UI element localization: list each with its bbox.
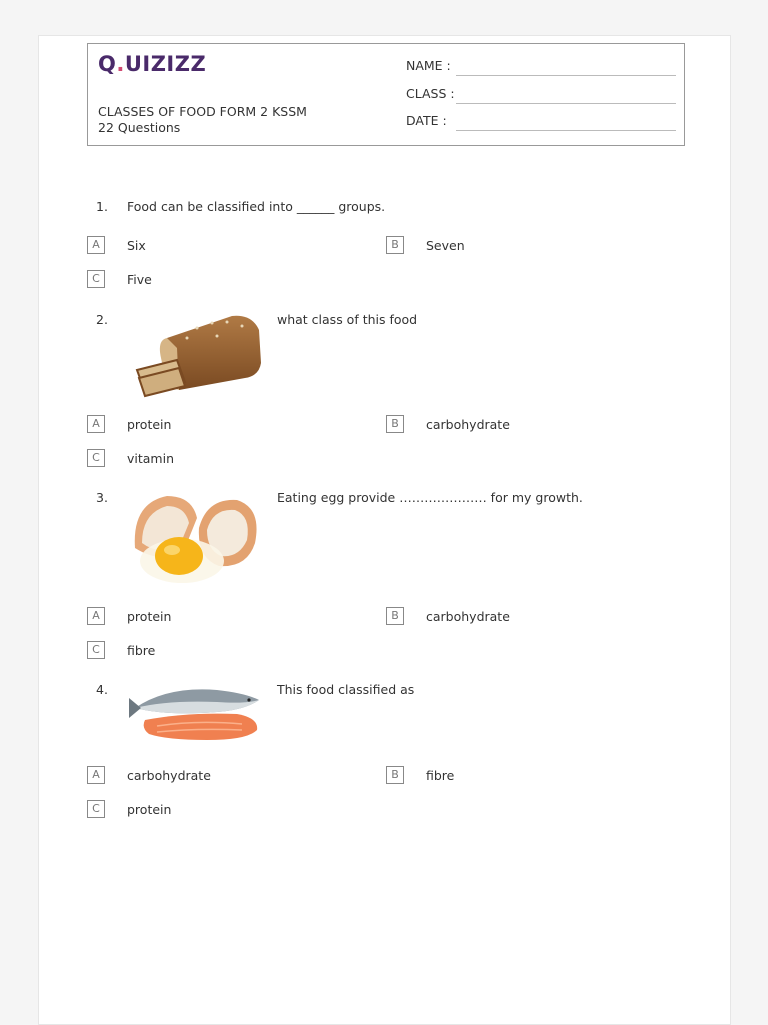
- question-3-option-c-text: fibre: [127, 643, 156, 658]
- question-1-option-c-text: Five: [127, 272, 152, 287]
- question-4-option-c-text: protein: [127, 802, 172, 817]
- question-1-text: Food can be classified into ______ groups.: [127, 199, 386, 214]
- question-3-option-a-box[interactable]: A: [87, 607, 105, 625]
- question-4-option-c-box[interactable]: C: [87, 800, 105, 818]
- question-1-option-b-text: Seven: [426, 238, 465, 253]
- question-3-option-b-box[interactable]: B: [386, 607, 404, 625]
- question-2-text: what class of this food: [277, 312, 418, 327]
- date-field[interactable]: [406, 113, 676, 131]
- name-label: NAME :: [406, 58, 451, 73]
- question-4-option-b-box[interactable]: B: [386, 766, 404, 784]
- question-1-option-b-box[interactable]: B: [386, 236, 404, 254]
- question-2-option-c-text: vitamin: [127, 451, 175, 466]
- question-1-option-a-text: Six: [127, 238, 146, 253]
- question-1-option-c-box[interactable]: C: [87, 270, 105, 288]
- class-line[interactable]: [456, 103, 676, 104]
- salmon-fish-image: [127, 678, 267, 748]
- question-2-option-b-text: carbohydrate: [426, 417, 510, 432]
- worksheet-title: CLASSES OF FOOD FORM 2 KSSM: [98, 104, 307, 119]
- bread-loaf-image: [127, 308, 267, 398]
- date-line[interactable]: [456, 130, 676, 131]
- worksheet-page: [38, 35, 731, 1025]
- question-2-option-b-box[interactable]: B: [386, 415, 404, 433]
- worksheet-header: [87, 43, 685, 146]
- question-1-option-a-box[interactable]: A: [87, 236, 105, 254]
- date-label: DATE :: [406, 113, 447, 128]
- cracked-egg-image: [127, 488, 267, 588]
- name-line[interactable]: [456, 75, 676, 76]
- question-3-number: 3.: [96, 490, 108, 505]
- question-1-number: 1.: [96, 199, 108, 214]
- question-4-option-b-text: fibre: [426, 768, 455, 783]
- question-3-option-c-box[interactable]: C: [87, 641, 105, 659]
- question-4-text: This food classified as: [277, 682, 415, 697]
- name-field[interactable]: [406, 58, 676, 76]
- question-2-option-a-box[interactable]: A: [87, 415, 105, 433]
- question-count: 22 Questions: [98, 120, 181, 135]
- question-4-number: 4.: [96, 682, 108, 697]
- quizizz-logo: Q.UIZIZZ: [98, 52, 207, 76]
- class-label: CLASS :: [406, 86, 455, 101]
- question-3-option-a-text: protein: [127, 609, 172, 624]
- question-2-option-a-text: protein: [127, 417, 172, 432]
- question-4-option-a-box[interactable]: A: [87, 766, 105, 784]
- question-2-option-c-box[interactable]: C: [87, 449, 105, 467]
- question-4-option-a-text: carbohydrate: [127, 768, 211, 783]
- class-field[interactable]: [406, 86, 676, 104]
- question-3-option-b-text: carbohydrate: [426, 609, 510, 624]
- question-3-text: Eating egg provide ………………… for my growth.: [277, 490, 583, 505]
- question-2-number: 2.: [96, 312, 108, 327]
